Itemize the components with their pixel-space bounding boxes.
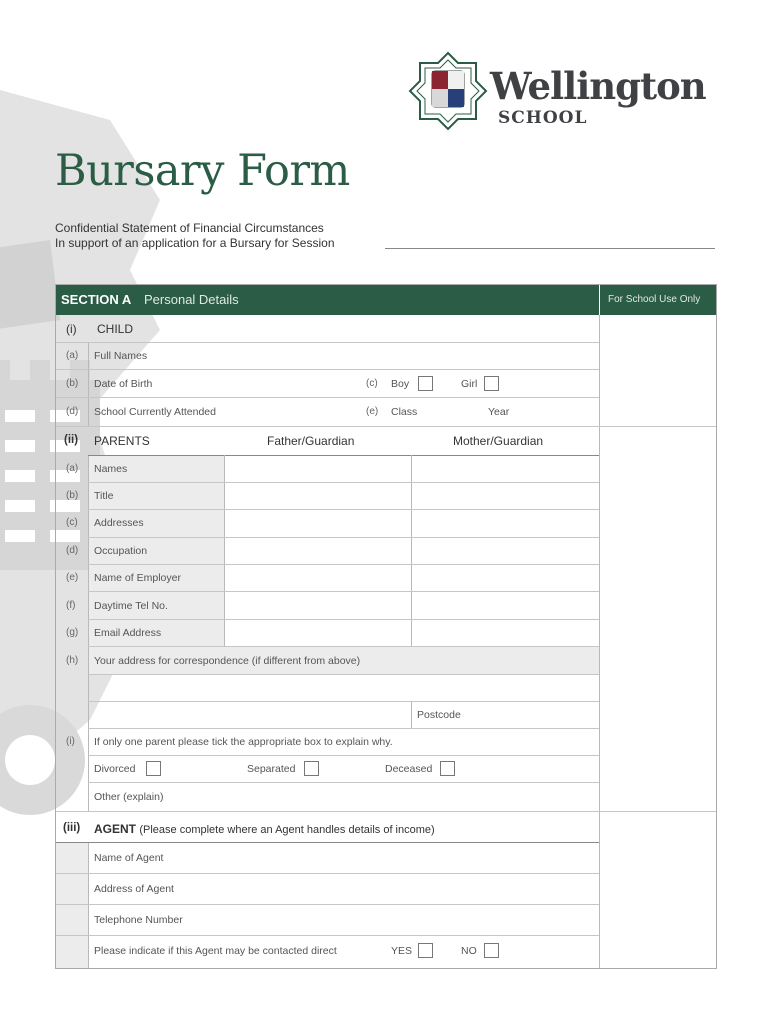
- header-divider: [599, 285, 600, 315]
- divider: [56, 342, 599, 343]
- divider: [88, 619, 599, 620]
- row-num: (i): [66, 736, 75, 747]
- year-label: Year: [488, 406, 510, 418]
- divider: [56, 426, 716, 427]
- divider: [88, 701, 599, 702]
- school-attended-label: School Currently Attended: [94, 406, 216, 418]
- mother-col-divider: [411, 455, 412, 646]
- logo-wordmark: Wellington: [490, 64, 706, 108]
- deceased-label: Deceased: [385, 763, 433, 775]
- subtitle-session: In support of an application for a Bursary for Session: [55, 236, 335, 250]
- row-num: (a): [66, 350, 79, 361]
- names-label: Names: [94, 463, 128, 475]
- logo-subtitle: SCHOOL: [498, 108, 588, 128]
- email-label: Email Address: [94, 627, 162, 639]
- class-label: Class: [391, 406, 418, 418]
- father-heading: Father/Guardian: [267, 434, 355, 448]
- row-num: (b): [66, 490, 79, 501]
- deceased-checkbox[interactable]: [440, 761, 455, 776]
- divider: [88, 482, 599, 483]
- full-names-label: Full Names: [94, 350, 148, 362]
- subtitle-confidential: Confidential Statement of Financial Circumstances: [55, 221, 324, 235]
- agent-heading: [94, 822, 435, 836]
- row-num: (f): [66, 600, 76, 611]
- employer-label: Name of Employer: [94, 572, 181, 584]
- divider: [56, 873, 599, 874]
- row-num: (e): [66, 572, 79, 583]
- no-checkbox[interactable]: [484, 943, 499, 958]
- divider: [88, 755, 599, 756]
- row-num: (d): [66, 545, 79, 556]
- agent-address-label: Address of Agent: [94, 883, 174, 895]
- divider: [56, 935, 599, 936]
- dob-label: Date of Birth: [94, 378, 153, 390]
- separated-checkbox[interactable]: [304, 761, 319, 776]
- postcode-label: Postcode: [417, 709, 461, 721]
- mother-heading: Mother/Guardian: [453, 434, 544, 448]
- addresses-label: Addresses: [94, 517, 144, 529]
- row-num: (g): [66, 627, 79, 638]
- girl-checkbox[interactable]: [484, 376, 499, 391]
- agent-heading-note: (Please complete where an Agent handles details of income): [139, 824, 435, 836]
- section-label: SECTION A: [61, 292, 132, 307]
- divider: [88, 674, 599, 675]
- school-use-label: For School Use Only: [608, 294, 701, 305]
- boy-label: Boy: [391, 378, 410, 390]
- agent-num-divider: [88, 842, 89, 968]
- girl-label: Girl: [461, 378, 478, 390]
- occupation-label: Occupation: [94, 545, 148, 557]
- divider: [56, 904, 599, 905]
- row-num: (c): [66, 517, 78, 528]
- yes-label: YES: [391, 945, 413, 957]
- school-use-divider: [599, 315, 600, 968]
- parents-num: (ii): [64, 434, 79, 446]
- child-num-divider: [88, 342, 89, 426]
- agent-num: (iii): [63, 822, 81, 834]
- divider: [56, 811, 716, 812]
- session-input-line[interactable]: [385, 248, 715, 249]
- no-label: NO: [461, 945, 477, 957]
- divider: [56, 369, 599, 370]
- divider: [88, 509, 599, 510]
- row-num: (e): [366, 406, 379, 417]
- divider: [88, 728, 599, 729]
- agent-heading-title: AGENT: [94, 822, 136, 836]
- agent-name-label: Name of Agent: [94, 852, 164, 864]
- row-num: (h): [66, 655, 79, 666]
- section-name: Personal Details: [144, 292, 239, 307]
- divider: [56, 842, 599, 843]
- num-shade: [56, 843, 88, 968]
- tel-label: Daytime Tel No.: [94, 600, 168, 612]
- divider: [88, 591, 599, 592]
- child-heading: CHILD: [97, 322, 134, 336]
- section-header: [56, 285, 716, 315]
- divorced-checkbox[interactable]: [146, 761, 161, 776]
- separated-label: Separated: [247, 763, 296, 775]
- yes-checkbox[interactable]: [418, 943, 433, 958]
- one-parent-label: If only one parent please tick the appropriate box to explain why.: [94, 736, 393, 748]
- divider: [56, 397, 599, 398]
- child-num: (i): [66, 322, 77, 336]
- parents-heading: PARENTS: [94, 434, 150, 448]
- boy-checkbox[interactable]: [418, 376, 433, 391]
- row-num: (b): [66, 378, 79, 389]
- divider: [88, 537, 599, 538]
- row-num: (d): [66, 406, 79, 417]
- divorced-label: Divorced: [94, 763, 136, 775]
- divider: [88, 782, 599, 783]
- father-col-divider: [224, 455, 225, 646]
- postcode-divider: [411, 701, 412, 728]
- other-label: Other (explain): [94, 791, 164, 803]
- row-num: (a): [66, 463, 79, 474]
- agent-contact-label: Please indicate if this Agent may be contacted direct: [94, 945, 337, 957]
- correspondence-label: Your address for correspondence (if different from above): [94, 655, 361, 667]
- page-title: Bursary Form: [55, 146, 350, 196]
- divider: [88, 564, 599, 565]
- row-num: (c): [366, 378, 378, 389]
- agent-phone-label: Telephone Number: [94, 914, 183, 926]
- section-a-form: [55, 284, 717, 969]
- title-label: Title: [94, 490, 114, 502]
